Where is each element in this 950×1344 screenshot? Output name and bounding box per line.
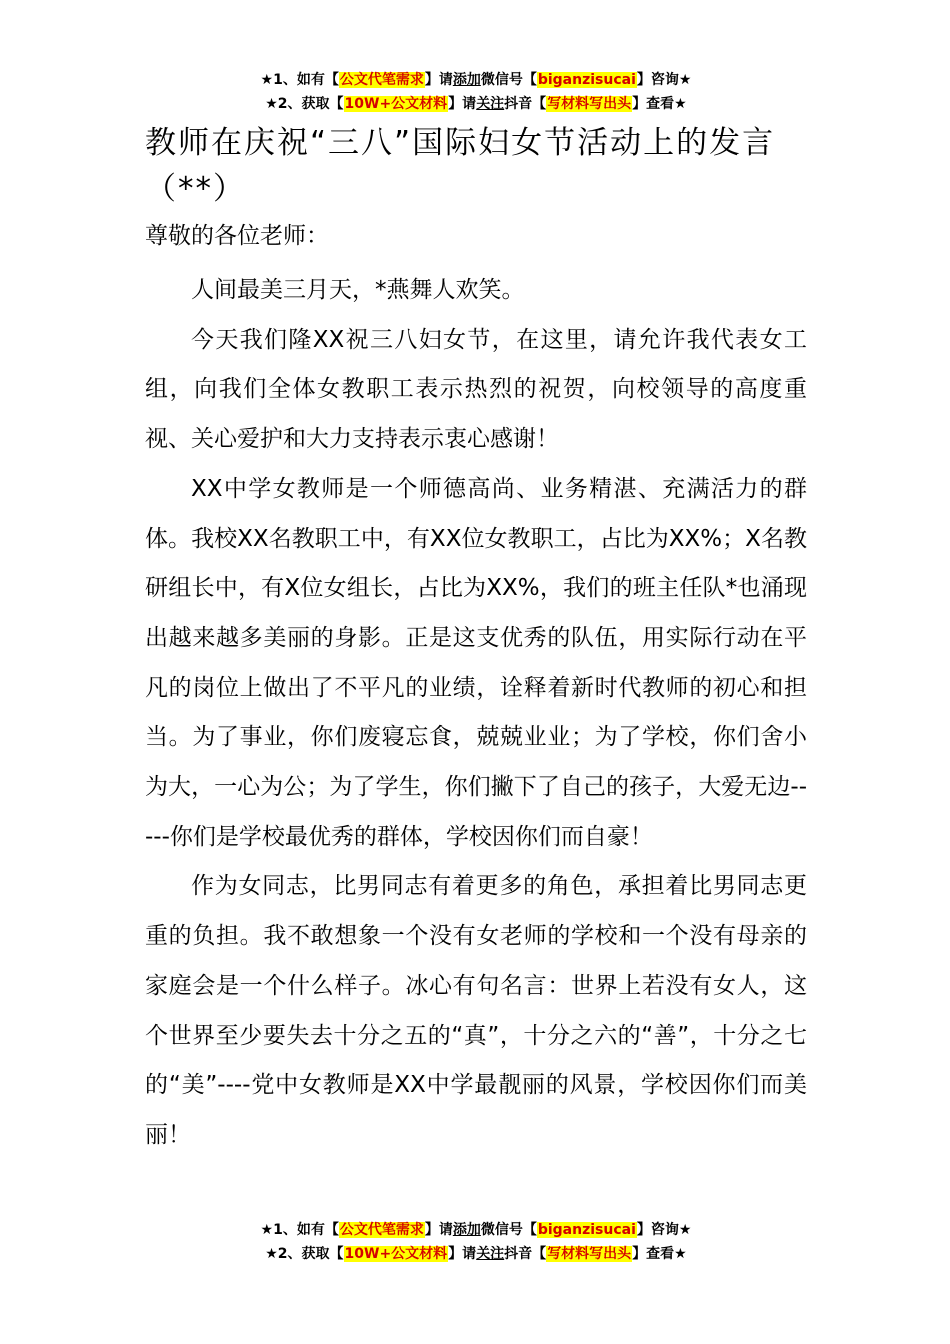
banner-text: 】请 [424, 72, 453, 88]
banner-highlight: 写材料写出头 [547, 96, 632, 112]
banner-highlight: 写材料写出头 [547, 1246, 632, 1262]
banner-highlight: 10W+公文材料 [344, 96, 448, 112]
bottom-banner-line-1 [145, 1218, 807, 1242]
banner-underline: 添加 [452, 72, 481, 88]
top-banner-line-1 [145, 68, 807, 92]
banner-text: 抖音【 [504, 96, 547, 112]
banner-text: ★2、获取【 [265, 1246, 344, 1262]
bottom-banner [145, 1218, 807, 1266]
banner-underline: 添加 [452, 1222, 481, 1238]
banner-text: ★1、如有【 [260, 72, 339, 88]
paragraph: XX中学女教师是一个师德高尚、业务精湛、充满活力的群体。我校XX名教职工中，有XX位女教职工，占比为XX%；X名教研组长中，有X位女组长，占比为XX%，我们的班主任队*也涌现出越来越多美丽的身影。正是这支优秀的队伍，用实际行动在平凡的岗位上做出了不平凡的业绩，诠释着新时代教师的初心和担当。为了事业，你们废寝忘食，兢兢业业；为了学校，你们舍小为大，一心为公；为了学生，你们撇下了自己的孩子，大爱无边-----你们是学校最优秀的群体，学校因你们而自豪！ [145, 475, 807, 850]
banner-text: 】查看★ [632, 96, 687, 112]
banner-text: 】请 [448, 1246, 477, 1262]
banner-underline: 关注 [476, 96, 505, 112]
bottom-banner-line-2 [145, 1242, 807, 1266]
banner-highlight: 公文代笔需求 [339, 1222, 424, 1238]
paragraph: 作为女同志，比男同志有着更多的角色，承担着比男同志更重的负担。我不敢想象一个没有女老师的学校和一个没有母亲的家庭会是一个什么样子。冰心有句名言：世界上若没有女人，这个世界至少要失去十分之五的“真”，十分之六的“善”，十分之七的“美”----党中女教师是XX中学最靓丽的风景，学校因你们而美丽！ [145, 873, 807, 1148]
banner-underline: 关注 [476, 1246, 505, 1262]
document-title: 教师在庆祝“三八”国际妇女节活动上的发言（**） [145, 125, 776, 207]
banner-highlight: biganzisucai [537, 1222, 636, 1238]
document-page [145, 68, 807, 1161]
banner-highlight: 公文代笔需求 [339, 72, 424, 88]
banner-text: 微信号【 [480, 72, 537, 88]
banner-text: 】查看★ [632, 1246, 687, 1262]
banner-highlight: biganzisucai [537, 72, 636, 88]
banner-highlight: 10W+公文材料 [344, 1246, 448, 1262]
greeting: 尊敬的各位老师： [145, 223, 329, 249]
banner-text: 】咨询★ [636, 72, 692, 88]
banner-text: 】请 [424, 1222, 453, 1238]
paragraph: 今天我们隆XX祝三八妇女节，在这里，请允许我代表女工组，向我们全体女教职工表示热烈的祝贺，向校领导的高度重视、关心爱护和大力支持表示衷心感谢！ [145, 326, 807, 453]
banner-text: 】请 [448, 96, 477, 112]
paragraph: 人间最美三月天，*燕舞人欢笑。 [191, 277, 525, 303]
banner-text: ★2、获取【 [265, 96, 344, 112]
banner-text: ★1、如有【 [260, 1222, 339, 1238]
top-banner-line-2 [145, 92, 807, 116]
banner-text: 】咨询★ [636, 1222, 692, 1238]
banner-text: 抖音【 [504, 1246, 547, 1262]
banner-text: 微信号【 [480, 1222, 537, 1238]
